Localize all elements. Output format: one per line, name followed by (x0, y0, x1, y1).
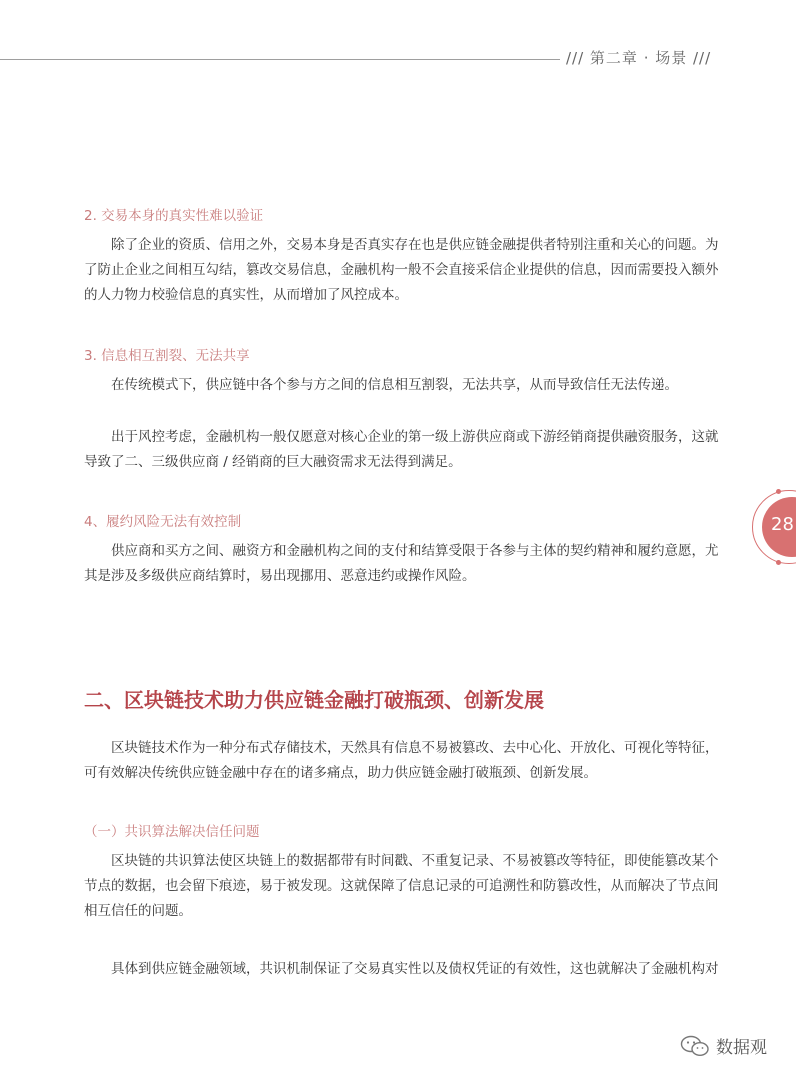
page-number-tab (752, 490, 796, 564)
subheading-authenticity: 2. 交易本身的真实性难以验证 (84, 208, 264, 224)
paragraph-line: 除了企业的资质、信用之外，交易本身是否真实存在也是供应链金融提供者特别注重和关心的问题。为 (111, 237, 719, 253)
paragraph-line: 导致了二、三级供应商 / 经销商的巨大融资需求无法得到满足。 (84, 454, 462, 470)
page-number: 28 (771, 514, 794, 535)
section-title: 二、区块链技术助力供应链金融打破瓶颈、创新发展 (84, 688, 544, 712)
paragraph-line: 的人力物力校验信息的真实性，从而增加了风控成本。 (84, 287, 408, 303)
paragraph-consensus (84, 849, 719, 924)
paragraph-line: 可有效解决传统供应链金融中存在的诸多痛点，助力供应链金融打破瓶颈、创新发展。 (84, 765, 597, 781)
paragraph-line: 其是涉及多级供应商结算时，易出现挪用、恶意违约或操作风险。 (84, 568, 476, 584)
watermark (680, 1033, 767, 1058)
paragraph-line: 节点的数据，也会留下痕迹，易于被发现。这就保障了信息记录的可追溯性和防篡改性，从而解决了节点间 (84, 878, 719, 894)
paragraph-line: 了防止企业之间相互勾结，篡改交易信息，金融机构一般不会直接采信企业提供的信息，因而需要投入额外 (84, 262, 719, 278)
paragraph-supply-chain-finance (84, 957, 719, 982)
paragraph-blockchain-intro (84, 736, 719, 786)
paragraph-line: 供应商和买方之间、融资方和金融机构之间的支付和结算受限于各参与主体的契约精神和履约意愿，尤 (111, 543, 719, 559)
paragraph-authenticity (84, 233, 719, 308)
subheading-information-silos: 3. 信息相互割裂、无法共享 (84, 348, 250, 364)
paragraph-line: 区块链的共识算法使区块链上的数据都带有时间戳、不重复记录、不易被篡改等特征，即使能篡改某个 (111, 853, 719, 869)
header-rule (0, 59, 560, 60)
page-tab-dot-top (776, 489, 781, 494)
paragraph-line: 出于风控考虑，金融机构一般仅愿意对核心企业的第一级上游供应商或下游经销商提供融资服务，这就 (111, 429, 719, 445)
paragraph-line: 在传统模式下，供应链中各个参与方之间的信息相互割裂，无法共享，从而导致信任无法传递。 (111, 377, 678, 393)
paragraph-traditional-mode (84, 373, 716, 398)
paragraph-performance-risk (84, 539, 719, 589)
paragraph-line: 区块链技术作为一种分布式存储技术，天然具有信息不易被篡改、去中心化、开放化、可视化等特征， (111, 740, 719, 756)
watermark-text: 数据观 (716, 1038, 767, 1058)
paragraph-line: 具体到供应链金融领域，共识机制保证了交易真实性以及债权凭证的有效性，这也就解决了金融机构对 (111, 961, 719, 977)
page-tab-dot-bottom (776, 560, 781, 565)
subheading-consensus: （一）共识算法解决信任问题 (84, 824, 260, 840)
chapter-label: /// 第二章 · 场景 /// (566, 49, 712, 67)
paragraph-line: 相互信任的问题。 (84, 903, 192, 919)
wechat-icon (680, 1035, 710, 1057)
subheading-performance-risk: 4、履约风险无法有效控制 (84, 514, 242, 530)
paragraph-risk-control (84, 425, 719, 475)
